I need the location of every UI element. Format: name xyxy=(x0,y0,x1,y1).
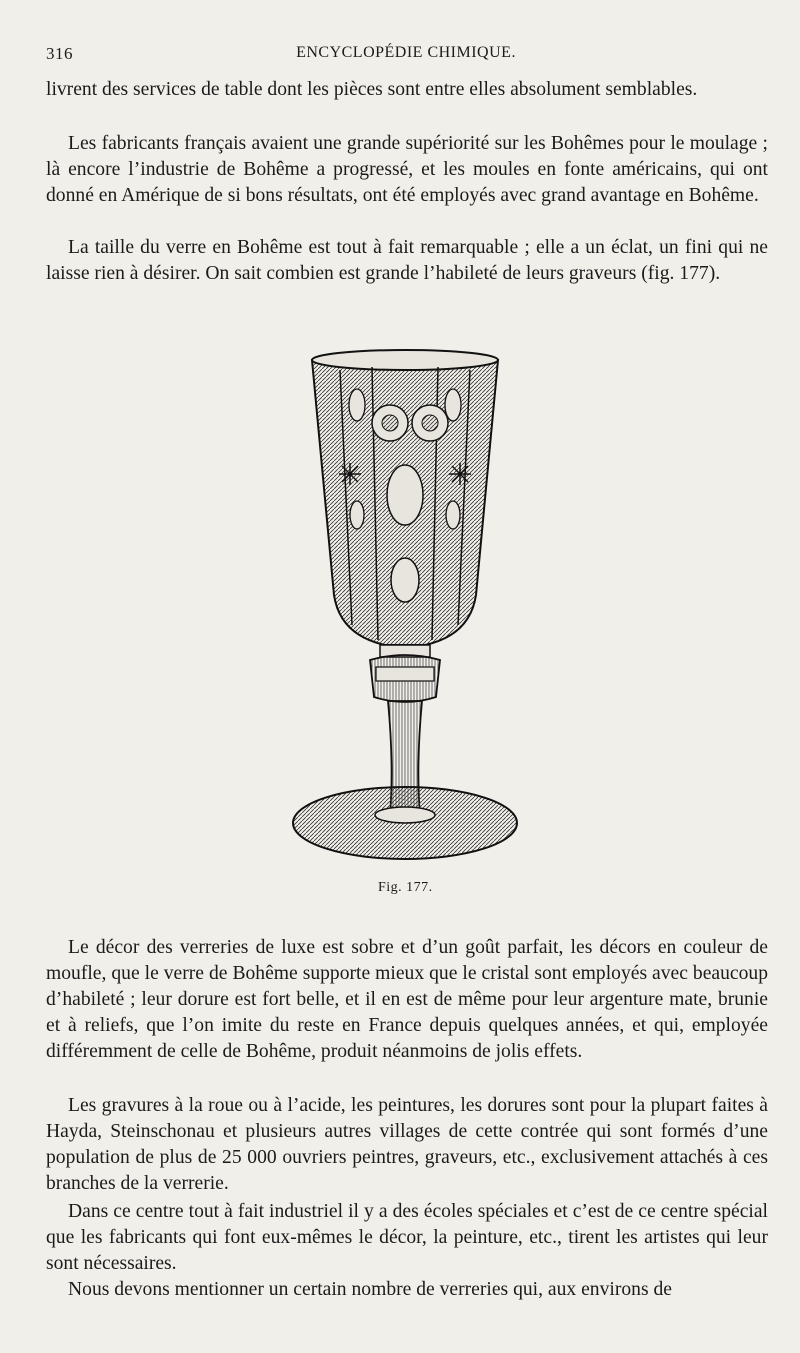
paragraph-7: Nous devons mentionner un certain nombre de verreries qui, aux environs de xyxy=(68,1279,672,1300)
paragraph-2: Les fabricants français avaient une grande supériorité sur les Bohêmes pour le moulage ; là encore l’industrie de Bohême a progressé, et les moules en fonte américains, qui ont donné en Amérique de si bons résultats, ont été employés avec grand avantage en Bohême. xyxy=(46,133,768,206)
engraved-goblet-illustration xyxy=(290,345,520,865)
paragraph-6: Dans ce centre tout à fait industriel il y a des écoles spéciales et c’est de ce centre spécial que les fabricants qui font eux-mêmes le décor, la peinture, etc., tirent les artistes qui leur sont nécessaires. xyxy=(46,1201,768,1274)
figure-caption: Fig. 177. xyxy=(378,880,433,895)
page-header xyxy=(46,44,766,70)
page-number: 316 xyxy=(46,44,73,63)
paragraph-3: La taille du verre en Bohême est tout à fait remarquable ; elle a un éclat, un fini qui ne laisse rien à désirer. On sait combien est grande l’habileté de leurs graveurs (fig. 177). xyxy=(46,237,768,284)
paragraph-1: livrent des services de table dont les pièces sont entre elles absolument semblables. xyxy=(46,79,698,100)
paragraph-4: Le décor des verreries de luxe est sobre et d’un goût parfait, les décors en couleur de moufle, que le verre de Bohême supporte mieux que le cristal sont employés avec beaucoup d’habileté ; leur dorure est fort belle, et il en est de même pour leur argenture mate, brunie et à reliefs, que l’on imite du reste en France depuis quelques années, et qui, employée différemment de celle de Bohême, produit néanmoins de jolis effets. xyxy=(46,937,768,1062)
paragraph-5: Les gravures à la roue ou à l’acide, les peintures, les dorures sont pour la plupart faites à Hayda, Steinschonau et plusieurs autres villages de cette contrée qui sont formés d’une population de plus de 25 000 ouvriers peintres, graveurs, etc., exclusivement attachés à ces branches de la verrerie. xyxy=(46,1095,768,1194)
running-title: ENCYCLOPÉDIE CHIMIQUE. xyxy=(296,44,516,61)
goblet-figure xyxy=(290,345,520,865)
